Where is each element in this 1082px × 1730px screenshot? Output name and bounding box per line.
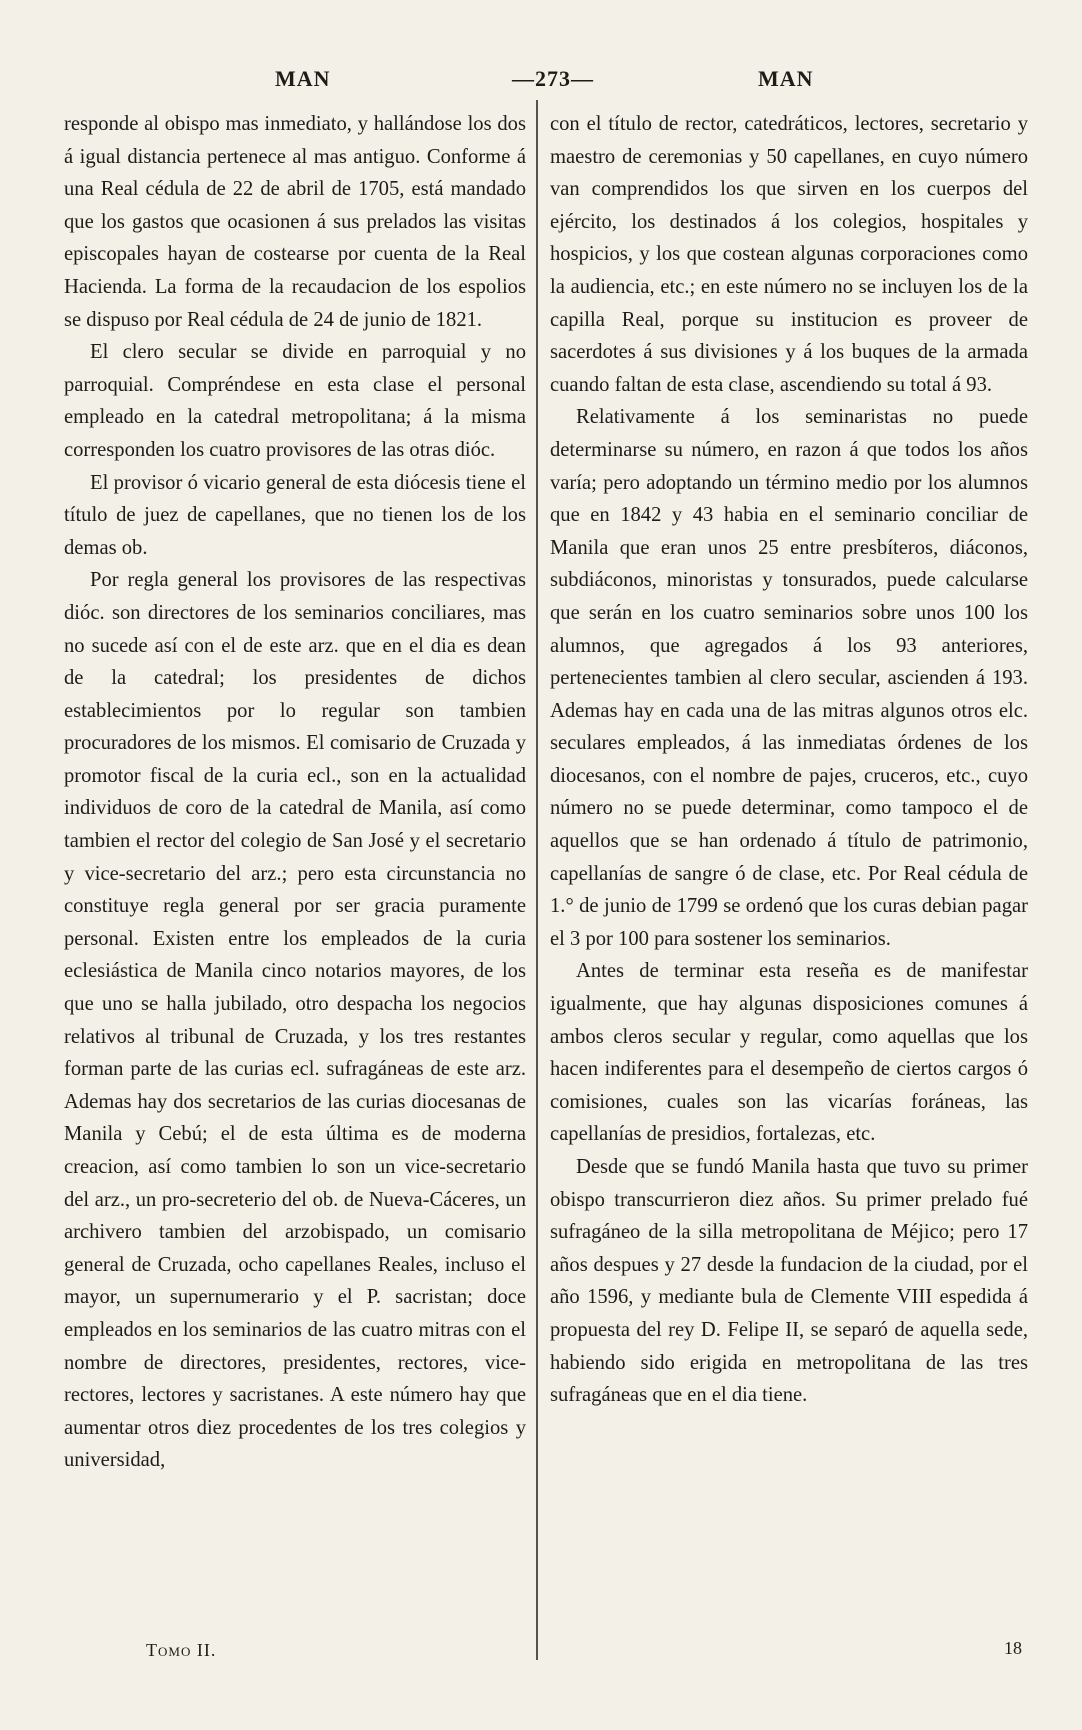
paragraph: El provisor ó vicario general de esta diócesis tiene el título de juez de capellanes, que no tienen los de los demas ob. [64, 471, 526, 559]
left-column [64, 108, 526, 1477]
paragraph: Desde que se fundó Manila hasta que tuvo su primer obispo transcurrieron diez años. Su primer prelado fué sufragáneo de la silla metropolitana de Méjico; pero 17 años despues y 27 desde la fundacion de la ciudad, por el año 1596, y mediante bula de Clemente VIII espedida á propuesta del rey D. Felipe II, se separó de aquella sede, habiendo sido erigida en metropolitana de las tres sufragáneas que en el dia tiene. [550, 1156, 1028, 1407]
volume-label: Tomo II. [146, 1640, 217, 1660]
signature-mark: 18 [1004, 1638, 1022, 1658]
running-head-left: MAN [275, 66, 331, 91]
paragraph: Por regla general los provisores de las respectivas dióc. son directores de los seminarios conciliares, mas no sucede así con el de este arz. que en el dia es dean de la catedral; los presidentes de dichos establecimientos por lo regular son tambien procuradores de los mismos. El comisario de Cruzada y promotor fiscal de la curia ecl., son en la actualidad individuos de coro de la catedral de Manila, así como tambien el rector del colegio de San José y el secretario y vice-secretario del arz.; pero esta circunstancia no constituye regla general por ser gracia puramente personal. Existen entre los empleados de la curia eclesiástica de Manila cinco notarios mayores, de los que uno se halla jubilado, otro despacha los negocios relativos al tribunal de Cruzada, y los tres restantes forman parte de las curias ecl. sufragáneas de este arz. Ademas hay dos secretarios de las curias diocesanas de Manila y Cebú; el de esta última es de moderna creacion, así como tambien lo son un vice-secretario del arz., un pro-secreterio del ob. de Nueva-Cáceres, un archivero tambien del arzobispado, un comisario general de Cruzada, ocho capellanes Reales, incluso el mayor, un supernumerario y el P. sacristan; doce empleados en los seminarios de las cuatro mitras con el nombre de directores, presidentes, rectores, vice-rectores, lectores y sacristanes. A este número hay que aumentar otros diez procedentes de los tres colegios y universidad, [64, 569, 526, 1472]
paragraph: con el título de rector, catedráticos, lectores, secretario y maestro de ceremonias y 50 capellanes, en cuyo número van comprendidos los que sirven en los cuerpos del ejército, los destinados á los colegios, hospitales y hospicios, y los que costean algunas corporaciones como la audiencia, etc.; en este número no se incluyen los de la capilla Real, porque su institucion es proveer de sacerdotes á sus divisiones y á los buques de la armada cuando faltan de esta clase, ascendiendo su total á 93. [550, 113, 1028, 396]
column-divider [536, 100, 538, 1660]
page-number: —273— [512, 66, 594, 91]
paragraph: El clero secular se divide en parroquial y no parroquial. Compréndese en esta clase el personal empleado en la catedral metropolitana; á la misma corresponden los cuatro provisores de las otras dióc. [64, 341, 526, 461]
right-column [550, 108, 1028, 1412]
running-head-right: MAN [758, 66, 814, 91]
paragraph: Relativamente á los seminaristas no puede determinarse su número, en razon á que todos los años varía; pero adoptando un término medio por los alumnos que en 1842 y 43 habia en el seminario conciliar de Manila que eran unos 25 entre presbíteros, diáconos, subdiáconos, minoristas y tonsurados, puede calcularse que serán en los cuatro seminarios sobre unos 100 los alumnos, que agregados á los 93 anteriores, pertenecientes tambien al clero secular, ascienden á 193. Ademas hay en cada una de las mitras algunos otros elc. seculares empleados, á las inmediatas órdenes de los diocesanos, con el nombre de pajes, cruceros, etc., cuyo número no se puede determinar, como tampoco el de aquellos que se han ordenado á título de patrimonio, capellanías de sangre ó de clase, etc. Por Real cédula de 1.° de junio de 1799 se ordenó que los curas debian pagar el 3 por 100 para sostener los seminarios. [550, 406, 1028, 950]
paragraph: Antes de terminar esta reseña es de manifestar igualmente, que hay algunas disposiciones comunes á ambos cleros secular y regular, como aquellas que los hacen indiferentes para el desempeño de ciertos cargos ó comisiones, cuales son las vicarías foráneas, las capellanías de presidios, fortalezas, etc. [550, 960, 1028, 1146]
paragraph: responde al obispo mas inmediato, y hallándose los dos á igual distancia pertenece al mas antiguo. Conforme á una Real cédula de 22 de abril de 1705, está mandado que los gastos que ocasionen á sus prelados las visitas episcopales hayan de costearse por cuenta de la Real Hacienda. La forma de la recaudacion de los espolios se dispuso por Real cédula de 24 de junio de 1821. [64, 113, 526, 331]
